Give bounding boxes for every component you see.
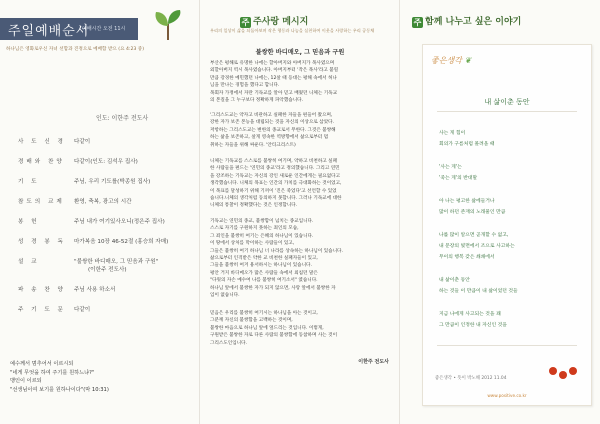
- scripture-verse: [10, 360, 109, 394]
- leaf-icon: ❦: [461, 56, 472, 65]
- order-label: 설 교: [18, 259, 40, 265]
- order-value-sub: (이한주 전도사): [88, 267, 127, 273]
- message-line: 을 강조하는 기독교는 자신의 강인 새로운 인간에게는 필요없다고: [210, 173, 341, 179]
- order-label: 주 기 도 문: [18, 307, 66, 313]
- poem-line: 무이의 행복 갖은 쇄쇄에서: [439, 255, 495, 260]
- poem-line: '죽는 게'의 반대말: [439, 176, 478, 181]
- sermon-title: 불쌍한 바디매오, 그 믿음과 구원: [255, 49, 345, 56]
- message-line: 그들은 불쌍히 여기 하나님 너 나라를 상속하는 하나님이 있습니다.: [210, 248, 343, 254]
- poem-line: 회의가 구름처럼 몰려올 때: [439, 142, 495, 147]
- order-row: [18, 237, 198, 247]
- message-line: 이 목표를 달성하기 위해 기꺼이 '진은 죽었다'고 선언할 수 있었: [210, 188, 337, 194]
- order-label: 봉 헌: [18, 219, 40, 225]
- message-line: 불쌍한 마음으로 하나님 앞에 엎드리는 것입니다. 이렇게,: [210, 325, 324, 331]
- message-line: 저항하는 그리스도교는 변한의 종교로서 무한다. 그것은 불쌍해: [210, 127, 336, 133]
- message-paragraph: [210, 218, 390, 299]
- message-line: 이 땅에서 상처를 막이하는 사람들이 있고,: [210, 241, 295, 247]
- message-line: 니체는 기독교를 스스로를 불쌍히 여기며, 약하고 비천하고 실패: [210, 159, 338, 164]
- verse-line: "선생님이여 보기를 원하나이다"(막 10:31): [10, 386, 109, 393]
- order-value: 주님 내가 여기있사오니(정은주 집사): [74, 219, 165, 225]
- order-value: 주님, 우리 기도를(박종원 집사): [74, 179, 151, 185]
- message-line: 그리스도인입니다.: [210, 340, 247, 346]
- order-row: [18, 137, 198, 147]
- message-line: 니체의 통찰이 정확했다는 것은 인정합니다.: [210, 203, 298, 209]
- brand-mark-icon: 주: [413, 18, 422, 27]
- card-divider: [437, 345, 577, 346]
- message-line: 한 사람들을 편드는 '연민의 종교'라고 정의했습니다. 그리고 연민: [210, 166, 340, 172]
- order-value: 마가복음 10장 46-52절 (홍승희 자매): [74, 239, 169, 245]
- order-row: [18, 217, 198, 227]
- message-line: 삶으로부터 인격받은 약한 교 비천한 실패자들이 있고,: [210, 256, 318, 262]
- berry-icon: [549, 367, 557, 375]
- order-row: [18, 257, 198, 275]
- message-paragraph: [210, 158, 390, 210]
- poem-line: 많이 하던 존재의 노래물인 만큼: [439, 210, 506, 215]
- message-line: 생각했습니다. 니체의 목표는 인간의 가치를 극대화하는 것이었고,: [210, 181, 342, 187]
- story-heading: [412, 14, 521, 28]
- message-line: 평안 거지 바디메오가 많은 사람들 속에서 외침던 말은: [210, 270, 318, 276]
- message-line: 그분께 자신의 불쌍함을 고백하는 것이며,: [210, 318, 293, 324]
- berry-icon: [569, 367, 577, 375]
- order-row: [18, 305, 198, 315]
- message-line: 만큼 강경한 예민했던 나에는, 12살 때 등대는 평해 속에서 허나: [210, 75, 337, 81]
- message-line: 습니다.니체의 생각처럼 동의하지 못합니다. 그러나 기독교에 대한: [210, 196, 342, 202]
- order-label: 성 경 봉 독: [18, 239, 66, 245]
- worship-order-panel: [0, 0, 200, 424]
- message-line: 취하는 자들을 위해 싸운다. '안티크리스트): [210, 142, 296, 148]
- message-line: 하나님 앞에서 불쌍한 자가 되지 않으면, 사랑 앞에서 불쌍한 자: [210, 285, 336, 291]
- message-line: 기독교는 연민의 종교, 불쌍함이 넘치는 종교입니다.: [210, 219, 314, 224]
- message-line: 구원받은 불쌍한 자로 다른 사람의 불쌍함에 동참하며 사는 것이: [210, 333, 338, 339]
- message-line: 그 죄인을 불쌍히 여기는 은혜의 하나님이 있습니다.: [210, 233, 314, 239]
- order-row: [18, 197, 198, 207]
- brand-mark-icon: 주: [241, 18, 250, 27]
- message-paragraph: [210, 310, 390, 347]
- worship-leader: 인도: 이한주 전도사: [96, 115, 149, 122]
- poem-card: [422, 44, 592, 406]
- story-heading-text: 함께 나누고 싶은 이야기: [425, 17, 522, 27]
- message-line: 님을 만나는 경험을 했다고 합니다.: [210, 83, 280, 89]
- worship-time: 예배시간 오전 11시: [82, 26, 126, 32]
- poem-line: '사는 게'는: [439, 165, 462, 170]
- message-line: 스스로 자기를 구원하지 못하는 죄인의 모습,: [210, 226, 299, 232]
- order-value: 다같이(인도: 김석우 집사): [74, 159, 138, 165]
- message-subheading: 우리의 일상이 삶을 되돌아보며 작은 행동과 나눔을 실천하여 이웃을 사랑하는 우리 공동체: [210, 28, 375, 33]
- message-line: 의 본질을 그 누구보다 정확하게 파악했습니다.: [210, 98, 304, 104]
- message-heading-text: 주사랑 메시지: [253, 17, 309, 27]
- poem-line: 나를 많이 알으면 곧개할 수 없고,: [439, 233, 509, 238]
- order-label: 기 도: [18, 179, 40, 185]
- order-value: 주님 사용 하소서: [74, 287, 116, 293]
- message-line: 외할아버지 역시 목사였습니다. 아버지부터 '작은 목사'라고 불릴: [210, 68, 339, 74]
- order-value: 환영, 축복, 광고의 시간: [74, 199, 132, 205]
- message-line: "다윗의 자손 예수여 나를 불쌍히 여기소서" 였습니다.: [210, 278, 318, 284]
- order-value: 다같이: [74, 139, 91, 145]
- poem-line: 지금 나에게 사고되는 것을 꽤: [439, 312, 501, 317]
- berry-icon: [559, 371, 567, 379]
- message-paragraph: [210, 112, 390, 149]
- poem-title: 내 삶이춘 동안: [484, 98, 530, 106]
- order-row: [18, 177, 198, 187]
- order-value: 다같이: [74, 307, 91, 313]
- order-label: 경배와 찬양: [18, 159, 65, 165]
- order-label: 사 도 신 경: [18, 139, 66, 145]
- message-line: 하는 삶을 보존하고, 살게 영속한 역방향에서 삶으로부터 멈: [210, 135, 329, 141]
- order-row: [18, 285, 198, 295]
- verse-line: "네게 무엇을 하여 주기를 원하느냐?": [10, 369, 95, 376]
- worship-title: 주일예배순서: [8, 24, 90, 39]
- order-value: "불쌍한 바디매오, 그 믿음과 구원": [74, 259, 159, 265]
- shared-story-panel: [400, 0, 600, 424]
- message-line: 부산은 평해로 유명한 나에는 할아버지와 아버지가 목사였으며: [210, 61, 335, 66]
- card-divider: [437, 111, 577, 112]
- message-line: 믿음은 우리를 불쌍히 여기시는 하나님을 아는 것이고,: [210, 311, 318, 316]
- message-line: 입이 없습니다.: [210, 293, 240, 299]
- sprout-logo-icon: [150, 8, 186, 42]
- order-row: [18, 157, 198, 167]
- message-line: 그들을 불쌍히 여겨 용서하시는 하나님이 있습니다.: [210, 263, 312, 269]
- worship-subline: 하나님은 영화로우신 자녀 선함과 진정으로 예배함 받으 (요 4:23 중): [6, 47, 144, 52]
- order-label: 참도의 교제: [18, 199, 65, 205]
- message-line: 목회자 가정에서 자란 기독교를 알아 믿고 배웠던 니체는 기독교: [210, 90, 338, 96]
- card-url: www.positive.co.kr: [487, 393, 527, 398]
- poem-line: 그 만큼이 인정한 내 자신인 것을: [439, 323, 507, 328]
- poem-line: 아 나는 평고한 삶에들거나: [439, 199, 495, 204]
- poem-line: 사는 게 힘이: [439, 131, 466, 136]
- card-logo: [431, 55, 471, 66]
- message-panel: [200, 0, 400, 424]
- order-label: 파 송 찬 양: [18, 287, 66, 293]
- worship-title-bar: [0, 18, 138, 40]
- verse-line: 맹인이 이르되: [10, 378, 42, 385]
- poem-line: 내 삶이춘 동안: [439, 278, 470, 283]
- message-line: 강한 자가 보존 본능을 대립되는 것을 자신의 이상으로 삼았다.: [210, 120, 335, 126]
- message-signature: 이한주 전도사: [358, 359, 389, 365]
- message-heading: [240, 14, 308, 28]
- card-logo-text: 좋은생각: [431, 56, 462, 65]
- poem-line: 하는 것들 이 만큼이 내 삶이었던 것들: [439, 289, 518, 294]
- card-credit: 좋은생각 • 뜻이 박노해 2012 11.04: [435, 376, 507, 381]
- message-line: '그리스도교는 약자고 비관하고 실패한 자들을 편들어 왔으며,: [210, 113, 333, 118]
- message-paragraph: [210, 60, 390, 104]
- verse-line: 예수께서 멈추어서 이르시되: [10, 361, 74, 367]
- poem-line: 내 문장의 빛면에서 조으로 사고하는: [439, 244, 515, 249]
